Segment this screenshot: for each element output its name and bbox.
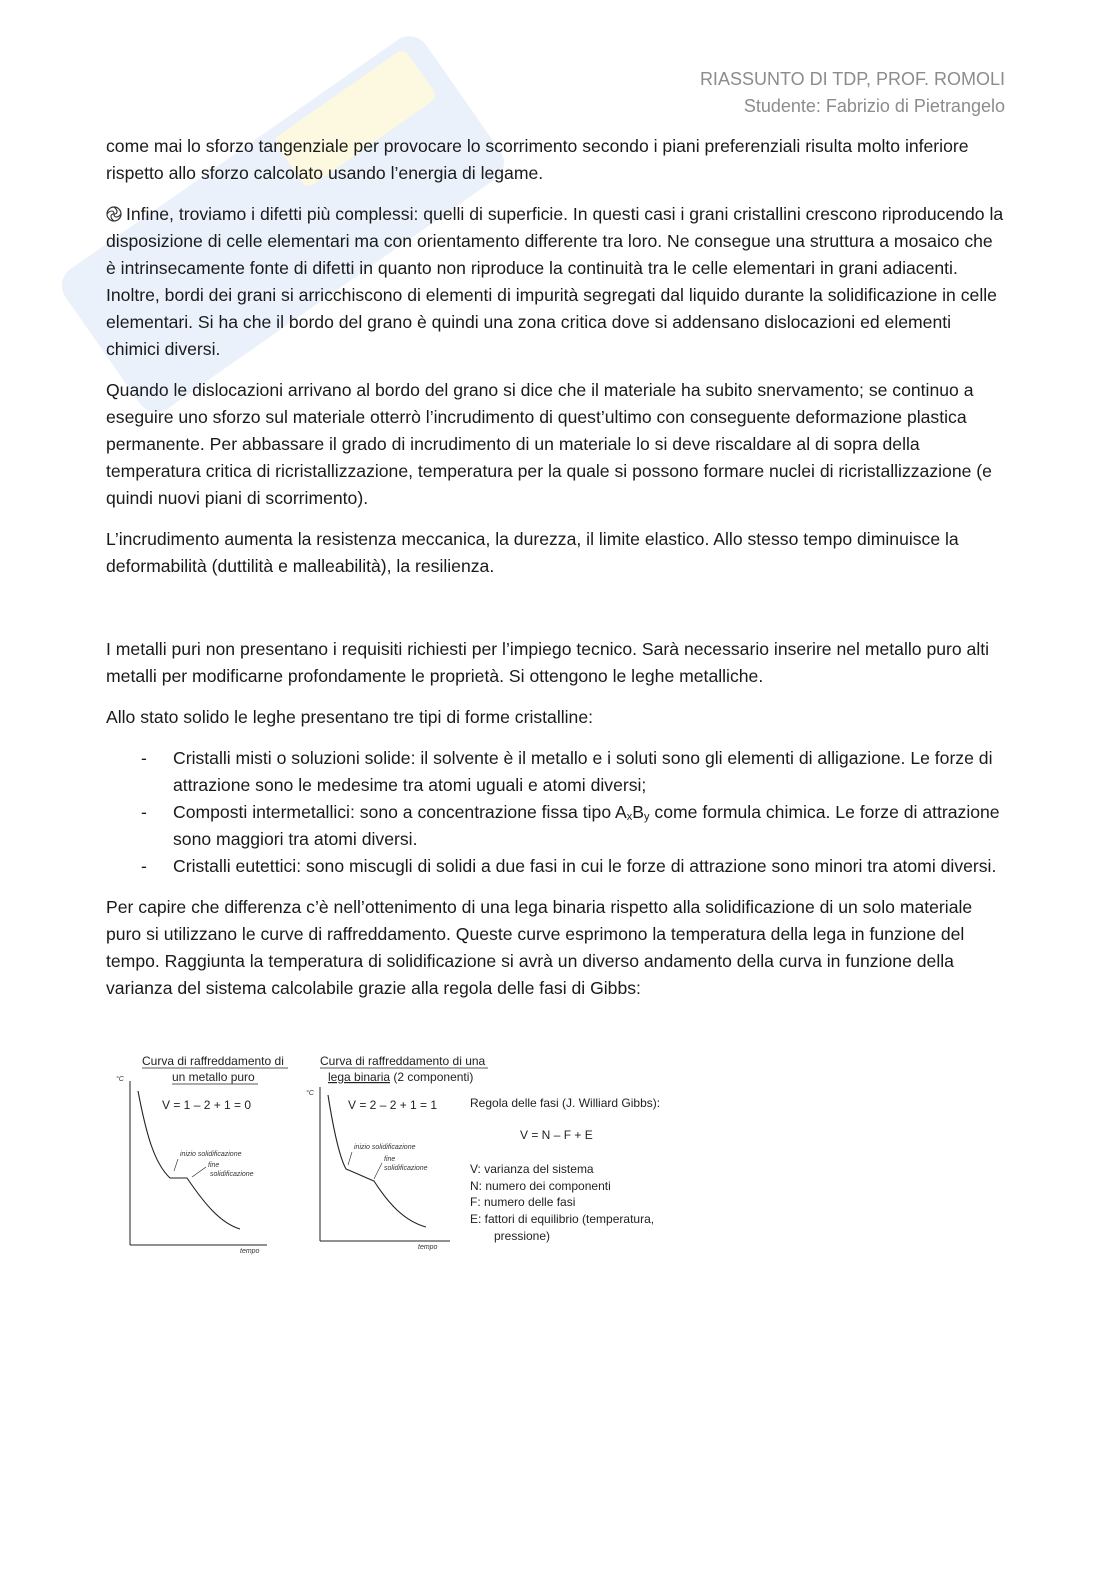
- chart2-label-start: inizio solidificazione: [354, 1144, 416, 1151]
- rule-n: N: numero dei componenti: [470, 1179, 611, 1193]
- paragraph-4: L’incrudimento aumenta la resistenza meccanica, la durezza, il limite elastico. Allo stesso tempo diminuisce la deformabilità (duttilità e malleabilità), la resilienza.: [106, 529, 959, 576]
- subscript-y: y: [644, 811, 650, 823]
- header-student: Studente: Fabrizio di Pietrangelo: [743, 96, 1005, 116]
- list-item-text-a: Composti intermetallici: sono a concentrazione fissa tipo A: [173, 802, 627, 822]
- spiral-bullet-icon: [106, 201, 126, 228]
- chart2-x-label: tempo: [418, 1244, 438, 1251]
- crystal-forms-list: [106, 745, 1006, 880]
- paragraph-7: Per capire che differenza c’è nell’ottenimento di una lega binaria rispetto alla solidificazione di un solo materiale puro si utilizzano le curve di raffreddamento. Queste curve esprimono la temperatura della lega in funzione del tempo. Raggiunta la temperatura di solidificazione si avrà un diverso andamento della curva in funzione della varianza del sistema calcolabile grazie alla regola delle fasi di Gibbs:: [106, 897, 973, 998]
- rule-formula: V = N – F + E: [520, 1128, 593, 1142]
- list-item: - Cristalli misti o soluzioni solide: il solvente è il metallo e i soluti sono gli elementi di alligazione. Le forze di attrazione sono le medesime tra atomi uguali e atomi diversi;: [141, 748, 993, 795]
- chart2-title-line2b: (2 componenti): [390, 1070, 474, 1084]
- subscript-x: x: [626, 811, 633, 823]
- document-body: [106, 133, 1006, 1016]
- list-item-text-b: B: [632, 802, 645, 822]
- list-item: - Composti intermetallici: sono a concentrazione fissa tipo $A_xB_y$ come formula chimica. Le forze di attrazione sono maggiori tra atomi diversi.: [141, 802, 1000, 849]
- gibbs-phase-rule: [470, 1096, 660, 1243]
- paragraph-2-text: Infine, troviamo i difetti più complessi: quelli di superficie. In questi casi i grani cristallini crescono riproducendo la disposizione di celle elementari ma con orientamento differente tra loro. Ne consegue una struttura a mosaico che è intrinsecamente fonte di difetti in quanto non riproduce la continuità tra le celle elementari in grani adiacenti. Inoltre, bordi dei grani si arricchiscono di elementi di impurità segregati dal liquido durante la solidificazione in celle elementari. Si ha che il bordo del grano è quindi una zona critica dove si addensano dislocazioni ed elementi chimici diversi.: [106, 204, 1004, 359]
- chart2-y-unit: °C: [306, 1090, 314, 1097]
- cooling-curve-pure-metal: [116, 1054, 288, 1255]
- paragraph-6: Allo stato solido le leghe presentano tre tipi di forme cristalline:: [106, 707, 594, 727]
- list-item-text: Cristalli misti o soluzioni solide: il solvente è il metallo e i soluti sono gli elementi di alligazione. Le forze di attrazione sono le medesime tra atomi uguali e atomi diversi;: [173, 748, 993, 795]
- rule-title: Regola delle fasi (J. Williard Gibbs):: [470, 1096, 661, 1110]
- paragraph-1: come mai lo sforzo tangenziale per provocare lo scorrimento secondo i piani preferenziali risulta molto inferiore rispetto allo sforzo calcolato usando l’energia di legame.: [106, 136, 969, 183]
- chart2-label-end-2: solidificazione: [384, 1165, 428, 1172]
- rule-e1: E: fattori di equilibrio (temperatura,: [470, 1212, 655, 1226]
- rule-f: F: numero delle fasi: [470, 1195, 576, 1209]
- cooling-curves-figure: [112, 1053, 712, 1263]
- paragraph-5: I metalli puri non presentano i requisiti richiesti per l’impiego tecnico. Sarà necessario inserire nel metallo puro alti metalli per modificarne profondamente le proprietà. Si ottengono le leghe metalliche.: [106, 639, 990, 686]
- cooling-curve-binary-alloy: [306, 1054, 488, 1251]
- chart1-equation: V = 1 – 2 + 1 = 0: [162, 1098, 252, 1112]
- chart2-equation: V = 2 – 2 + 1 = 1: [348, 1098, 438, 1112]
- chart1-title-line2: un metallo puro: [172, 1070, 255, 1084]
- rule-v: V: varianza del sistema: [470, 1162, 594, 1176]
- list-item: - Cristalli eutettici: sono miscugli di solidi a due fasi in cui le forze di attrazione sono minori tra atomi diversi.: [141, 856, 997, 876]
- chart1-title-line1: Curva di raffreddamento di: [142, 1054, 284, 1068]
- paragraph-2: [106, 201, 1006, 363]
- rule-e2: pressione): [494, 1229, 551, 1243]
- page-header: [700, 66, 1005, 120]
- chart1-y-unit: °C: [116, 1076, 124, 1083]
- chart1-x-label: tempo: [240, 1248, 260, 1255]
- chart2-label-end-1: fine: [384, 1156, 396, 1163]
- list-item-text: Cristalli eutettici: sono miscugli di solidi a due fasi in cui le forze di attrazione sono minori tra atomi diversi.: [173, 856, 997, 876]
- chart2-curve: [328, 1095, 426, 1227]
- chart1-label-end-1: fine: [208, 1162, 220, 1169]
- chart2-title-line2a: lega binaria: [328, 1070, 391, 1084]
- svg-text:lega binaria (2 componenti): [328, 1070, 473, 1084]
- chart2-title-line1: Curva di raffreddamento di una: [320, 1054, 486, 1068]
- chart1-label-start: inizio solidificazione: [180, 1151, 242, 1158]
- cooling-curves-svg: [112, 1053, 712, 1263]
- chart1-label-end-2: solidificazione: [210, 1171, 254, 1178]
- header-title: RIASSUNTO DI TDP, PROF. ROMOLI: [699, 69, 1005, 89]
- list-item-text-c: come formula chimica. Le forze di attrazione sono maggiori tra atomi diversi.: [173, 802, 1000, 849]
- paragraph-3: Quando le dislocazioni arrivano al bordo del grano si dice che il materiale ha subito snervamento; se continuo a eseguire uno sforzo sul materiale otterrò l’incrudimento di quest’ultimo con conseguente deformazione plastica permanente. Per abbassare il grado di incrudimento di un materiale lo si deve riscaldare al di sopra della temperatura critica di ricristallizzazione, temperatura per la quale si possono formare nuclei di ricristallizzazione (e quindi nuovi piani di scorrimento).: [106, 380, 992, 508]
